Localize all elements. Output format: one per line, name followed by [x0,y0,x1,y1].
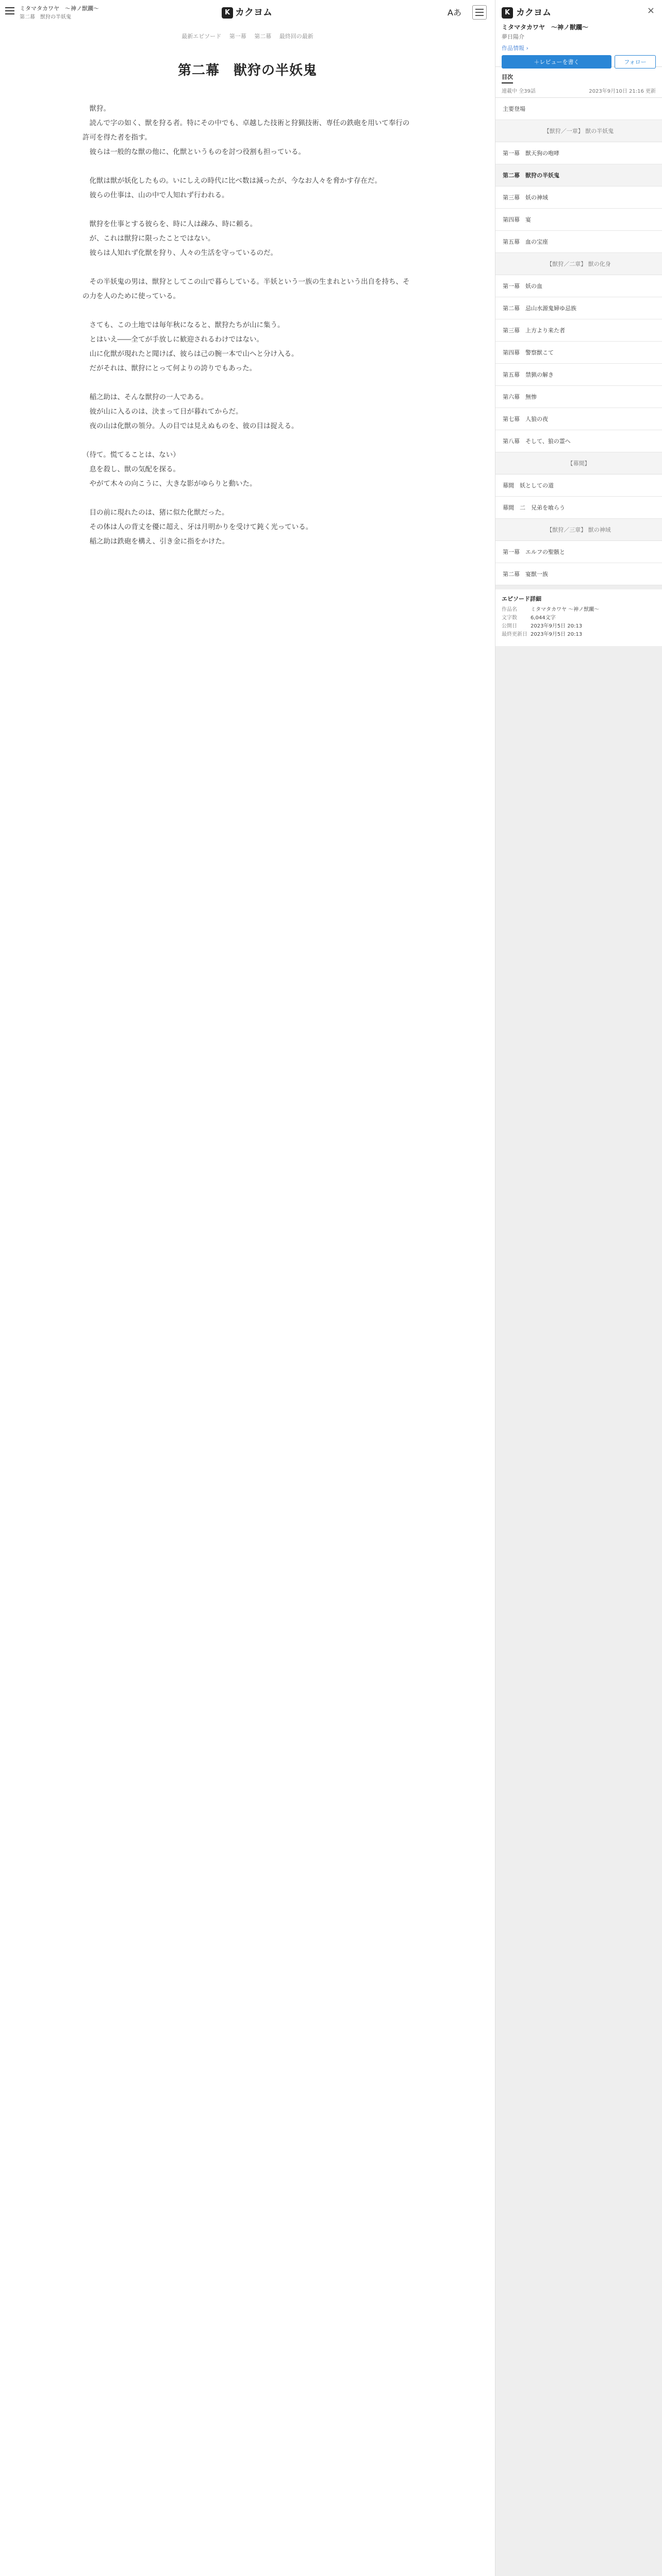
info-value: 6,044文字 [531,615,556,621]
info-value: 2023年9月5日 20:13 [531,623,583,629]
top-header [0,0,495,26]
body-paragraph: その半妖鬼の男は、獣狩としてこの山で暮らしている。半妖という一族の生まれという出自を持ち、その力を人のために使っている。 [82,278,410,300]
menu-icon[interactable] [5,7,14,14]
info-key: 作品名 [502,607,517,613]
toc-section-heading: 【獣狩／一章】 獣の半妖鬼 [495,120,662,142]
toc-episode-link[interactable]: 第六幕 無惨 [495,386,662,408]
toc-episode-link[interactable]: 第二幕 宴獣一族 [495,563,662,585]
follow-button[interactable]: フォロー [615,55,656,69]
breadcrumb [0,32,495,40]
info-key: 文字数 [502,615,517,621]
toc-section-heading: 【獣狩／三章】 獣の神域 [495,519,662,541]
body-paragraph: さても、この土地では毎年秋になると、獣狩たちが山に集う。 とはいえ――全てが手放しに歓迎されるわけではない。 山に化獣が現れたと聞けば、彼らは己の腕一本で山へと分け入る。 だがそれは、獣狩にとって何よりの誇りでもあった。 [89,321,299,372]
toc-episode-link[interactable]: 第四幕 警察獣こて [495,342,662,364]
site-logo[interactable] [222,5,272,19]
toc-episode-link[interactable]: 第七幕 人狼の夜 [495,408,662,430]
body-paragraph: 目の前に現れたのは、猪に似た化獣だった。 その体は人の背丈を優に超え、牙は月明かりを受けて鈍く光っている。 稲之助は鉄砲を構え、引き金に指をかけた。 [89,509,313,546]
toc-episode-link[interactable]: 第一幕 妖の血 [495,275,662,297]
toc-episode-link[interactable]: 幕間 妖としての道 [495,474,662,497]
toc-meta [502,87,656,94]
font-size-button[interactable]: Aあ [448,8,461,18]
toc-episode-link[interactable]: 第三幕 上方より来た者 [495,319,662,342]
info-row [502,631,656,639]
breadcrumb-item[interactable]: 第二幕 [254,33,272,40]
toc-section-heading: 【獣狩／二章】 獣の化身 [495,253,662,275]
info-row [502,622,656,631]
episode-title: 第二幕 獣狩の半妖鬼 [177,63,317,78]
info-value: ミタマタカワヤ ～神ノ獣躙～ [531,607,600,613]
sidebar-author[interactable]: 夢日陽介 [502,33,524,40]
sidebar-logo-text: カクヨム [516,8,551,18]
episode-count: 連載中 全39話 [502,89,536,94]
toc-episode-link[interactable]: 第一幕 獣天狗の咆哮 [495,142,662,164]
sidebar-work-title[interactable]: ミタマタカワヤ ～神ノ獣躙～ [502,24,589,31]
breadcrumb-item[interactable]: 最新エピソード [181,33,222,40]
sidebar-actions [502,55,656,69]
info-row [502,614,656,622]
info-key: 最終更新日 [502,632,527,637]
episode-info [495,589,662,646]
header-work-title[interactable]: ミタマタカワヤ ～神ノ獣躙～ [20,5,99,12]
toc-episode-link[interactable]: 第二幕 忌山水源鬼婦ゆ忌族 [495,297,662,319]
sidebar [495,0,662,2576]
toc-toggle-icon[interactable] [472,5,487,20]
breadcrumb-item[interactable]: 第一幕 [229,33,246,40]
sidebar-logo[interactable] [502,5,656,19]
close-icon[interactable]: × [647,5,655,16]
info-key: 公開日 [502,623,517,629]
body-paragraph: （待て。慌てることは、ない） 息を殺し、獣の気配を探る。 やがて木々の向こうに、大きな影がゆらりと動いた。 [82,451,257,488]
toc-episode-link[interactable]: 第八幕 そして、狼の霊へ [495,430,662,452]
logo-mark-icon: K [222,7,233,19]
sidebar-header [495,0,662,67]
info-value: 2023年9月5日 20:13 [531,632,583,637]
toc-episode-link[interactable]: 主要登場 [495,98,662,120]
info-row [502,606,656,614]
table-of-contents [495,98,662,585]
breadcrumb-item[interactable]: 最終回の最新 [279,33,313,40]
reading-area [0,26,495,2576]
toc-episode-link[interactable]: 第一幕 エルフの聖骸と [495,541,662,563]
work-info-link[interactable]: 作品情報 › [502,45,528,52]
episode-info-heading: エピソード詳細 [502,596,541,602]
toc-episode-link[interactable]: 第二幕 獣狩の半妖鬼 [495,164,662,187]
toc-episode-link[interactable]: 第四幕 宴 [495,209,662,231]
episode-body [82,101,412,549]
sidebar-tabs [495,67,662,98]
header-episode-title: 第二幕 獣狩の半妖鬼 [20,14,71,20]
logo-mark-icon: K [502,7,513,19]
toc-episode-link[interactable]: 第五幕 禁猟の解き [495,364,662,386]
write-review-button[interactable]: ＋レビューを書く [502,55,611,69]
toc-episode-link[interactable]: 第三幕 妖の神域 [495,187,662,209]
logo-text: カクヨム [235,7,272,18]
body-paragraph: 化獣は獣が妖化したもの。いにしえの時代に比べ数は減ったが、今なお人々を脅かす存在だ。 彼らの仕事は、山の中で人知れず行われる。 [89,177,382,199]
body-paragraph: 獣狩を仕事とする彼らを、時に人は疎み、時に頼る。 が、これは獣狩に限ったことではない。 彼らは人知れず化獣を狩り、人々の生活を守っているのだ。 [89,220,277,257]
toc-episode-link[interactable]: 幕間 二 兄弟を喰らう [495,497,662,519]
toc-section-heading: 【幕間】 [495,452,662,474]
body-paragraph: 獣狩。 読んで字の如く、獣を狩る者。特にその中でも、卓越した技術と狩猟技術、専任の鉄砲を用いて奉行の許可を得た者を指す。 彼らは一般的な獣の他に、化獣というものを討つ役割も担っている。 [82,105,410,156]
last-updated: 2023年9月10日 21:16 更新 [589,89,656,94]
toc-episode-link[interactable]: 第五幕 血の宝座 [495,231,662,253]
body-paragraph: 稲之助は、そんな獣狩の一人である。 彼が山に入るのは、決まって日が暮れてからだ。 夜の山は化獣の領分。人の目では見えぬものを、彼の目は捉える。 [89,393,299,430]
tab-toc[interactable]: 目次 [502,73,513,83]
